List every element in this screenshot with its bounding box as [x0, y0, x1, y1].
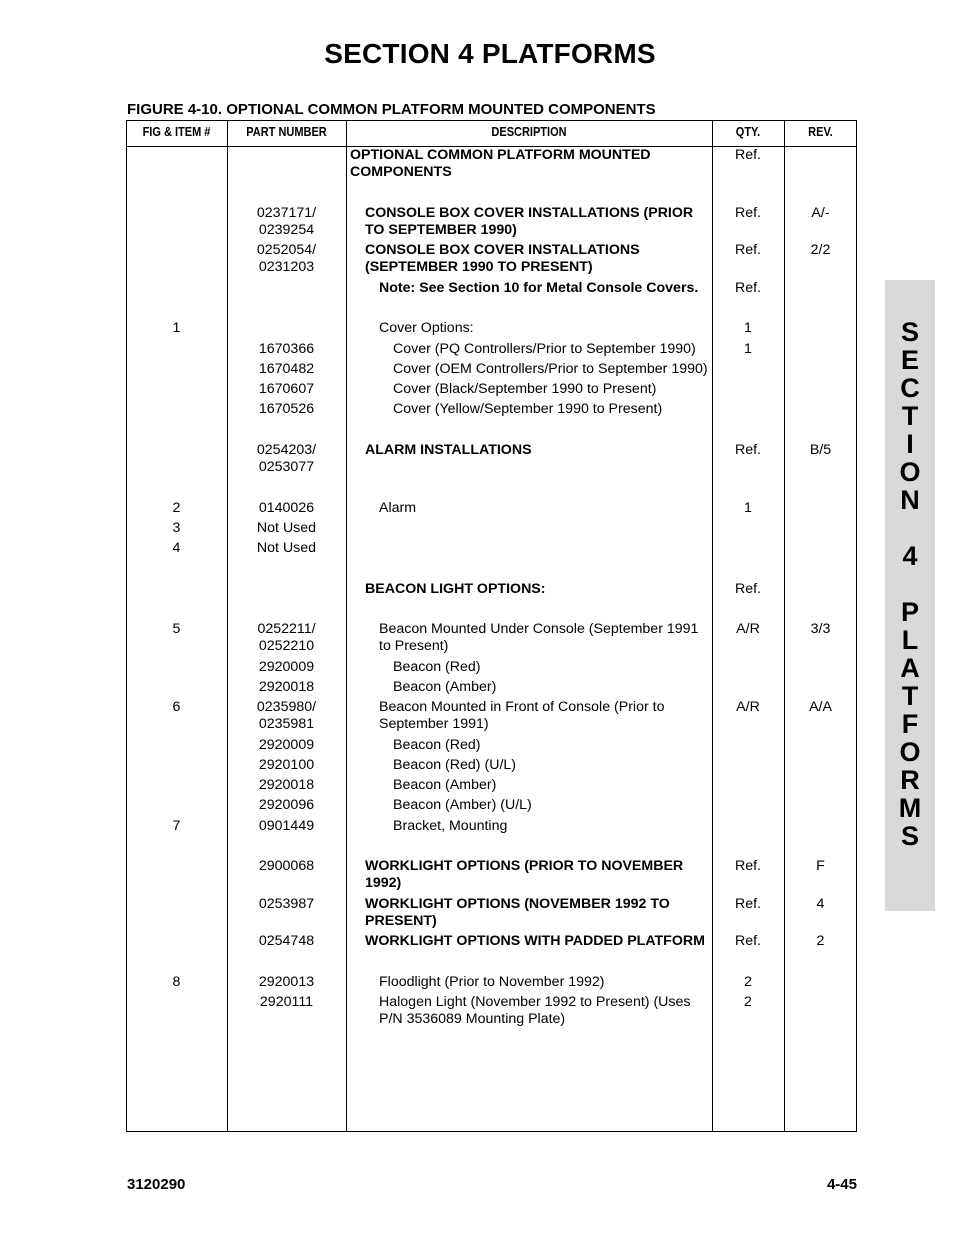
document-number: 3120290 — [127, 1176, 186, 1193]
header-fig-item: FIG & ITEM # — [142, 125, 211, 139]
header-qty: QTY. — [735, 125, 761, 139]
row-description: Cover (OEM Controllers/Prior to September 1990) — [393, 361, 708, 377]
row-part-number: 2920018 — [258, 679, 315, 695]
row-qty: Ref. — [734, 147, 762, 163]
row-description: Cover (Black/September 1990 to Present) — [393, 381, 657, 397]
row-qty: Ref. — [734, 896, 762, 912]
row-part-number: 0254203/ 0253077 — [256, 442, 317, 475]
row-description: CONSOLE BOX COVER INSTALLATIONS (PRIOR TO SEPTEMBER 1990) — [365, 205, 694, 238]
row-part-number: 0253987 — [258, 896, 315, 912]
side-tab-letter: P — [900, 597, 919, 627]
row-description: ALARM INSTALLATIONS — [365, 442, 532, 458]
row-part-number: 0235980/ 0235981 — [256, 699, 317, 732]
side-tab-letter: C — [900, 373, 920, 403]
row-description: Beacon Mounted in Front of Console (Prior to September 1991) — [379, 699, 665, 732]
row-part-number: 0252054/ 0231203 — [256, 242, 317, 275]
side-tab-letter: M — [898, 793, 922, 823]
row-rev: 2 — [816, 933, 825, 949]
row-qty: A/R — [736, 621, 760, 637]
row-description: OPTIONAL COMMON PLATFORM MOUNTED COMPONENTS — [350, 147, 651, 180]
side-tab-letter: 4 — [902, 541, 918, 571]
row-qty: 2 — [744, 994, 752, 1010]
side-tab-letter: O — [899, 737, 921, 767]
row-qty: 1 — [744, 500, 752, 516]
row-part-number: 2920009 — [258, 737, 315, 753]
row-fig-item: 5 — [172, 621, 181, 637]
row-part-number: 1670482 — [258, 361, 315, 377]
side-tab-letter: N — [900, 485, 920, 515]
row-rev: A/A — [809, 699, 832, 715]
row-description: Bracket, Mounting — [393, 818, 508, 834]
row-description: Alarm — [379, 500, 417, 516]
row-description: Floodlight (Prior to November 1992) — [379, 974, 605, 990]
row-description: Cover (Yellow/September 1990 to Present) — [393, 401, 663, 417]
row-description: CONSOLE BOX COVER INSTALLATIONS (SEPTEMBER 1990 TO PRESENT) — [365, 242, 640, 275]
row-description: Beacon (Amber) — [393, 679, 497, 695]
row-rev: A/- — [811, 205, 830, 221]
row-qty: A/R — [736, 699, 760, 715]
side-tab-letter: T — [901, 401, 919, 431]
row-rev: F — [816, 858, 825, 874]
side-tab-letter: S — [900, 821, 919, 851]
row-rev: 2/2 — [810, 242, 831, 258]
row-part-number: 1670526 — [258, 401, 315, 417]
side-tab-letter: I — [906, 429, 914, 459]
row-fig-item: 6 — [172, 699, 181, 715]
row-description: Halogen Light (November 1992 to Present) (Uses P/N 3536089 Mounting Plate) — [379, 994, 691, 1027]
header-rev: REV. — [808, 125, 833, 139]
row-description: Beacon (Amber) — [393, 777, 497, 793]
row-description: BEACON LIGHT OPTIONS: — [365, 581, 546, 597]
row-part-number: 2920111 — [259, 994, 314, 1010]
row-part-number: 0901449 — [258, 818, 315, 834]
row-part-number: 1670366 — [258, 341, 315, 357]
row-part-number: 0252211/ 0252210 — [257, 621, 316, 654]
header-description: DESCRIPTION — [491, 125, 567, 139]
row-part-number: 2920009 — [258, 659, 315, 675]
row-part-number: 2920100 — [258, 757, 315, 773]
row-qty: Ref. — [734, 242, 762, 258]
row-part-number: 0140026 — [258, 500, 315, 516]
page-number: 4-45 — [826, 1176, 857, 1193]
row-qty: 1 — [744, 341, 752, 357]
row-qty: Ref. — [734, 280, 762, 296]
row-part-number: 2900068 — [258, 858, 315, 874]
row-description: Beacon (Red) — [393, 659, 481, 675]
side-tab-letter: T — [901, 681, 919, 711]
row-description: Beacon (Red) (U/L) — [393, 757, 517, 773]
row-part-number: Not Used — [256, 520, 317, 536]
figure-title: FIGURE 4-10. OPTIONAL COMMON PLATFORM MOUNTED COMPONENTS — [127, 101, 656, 118]
row-description: Cover Options: — [379, 320, 474, 336]
row-fig-item: 2 — [172, 500, 181, 516]
row-qty: Ref. — [734, 933, 762, 949]
row-fig-item: 4 — [172, 540, 181, 556]
row-part-number: 1670607 — [258, 381, 315, 397]
row-qty: 1 — [744, 320, 752, 336]
column-divider — [346, 120, 347, 1132]
row-part-number: 2920096 — [258, 797, 315, 813]
row-qty: Ref. — [734, 442, 762, 458]
side-tab-letter: F — [901, 709, 919, 739]
side-tab-letter: S — [900, 317, 919, 347]
section-side-tab — [885, 280, 935, 911]
row-description: Cover (PQ Controllers/Prior to September 1990) — [393, 341, 696, 357]
side-tab-letter: O — [899, 457, 921, 487]
row-fig-item: 3 — [172, 520, 181, 536]
side-tab-letter: A — [900, 653, 920, 683]
row-fig-item: 7 — [172, 818, 181, 834]
row-part-number: Not Used — [256, 540, 317, 556]
side-tab-letter: L — [901, 625, 919, 655]
row-description: Beacon Mounted Under Console (September 1991 to Present) — [379, 621, 699, 654]
row-part-number: 2920018 — [258, 777, 315, 793]
row-part-number: 2920013 — [258, 974, 315, 990]
row-qty: 2 — [744, 974, 752, 990]
row-description: WORKLIGHT OPTIONS WITH PADDED PLATFORM — [365, 933, 705, 949]
row-rev: 4 — [816, 896, 825, 912]
row-description: Beacon (Amber) (U/L) — [393, 797, 532, 813]
header-part-number: PART NUMBER — [246, 125, 327, 139]
row-description: Beacon (Red) — [393, 737, 481, 753]
row-part-number: 0254748 — [258, 933, 315, 949]
row-description: Note: See Section 10 for Metal Console Covers. — [379, 280, 699, 296]
row-fig-item: 8 — [172, 974, 181, 990]
row-part-number: 0237171/ 0239254 — [256, 205, 317, 238]
section-title: SECTION 4 PLATFORMS — [324, 38, 656, 69]
row-description: WORKLIGHT OPTIONS (PRIOR TO NOVEMBER 1992) — [365, 858, 684, 891]
row-qty: Ref. — [734, 581, 762, 597]
row-qty: Ref. — [734, 205, 762, 221]
side-tab-letter: E — [900, 345, 919, 375]
row-description: WORKLIGHT OPTIONS (NOVEMBER 1992 TO PRESENT) — [365, 896, 670, 929]
row-rev: B/5 — [809, 442, 832, 458]
row-qty: Ref. — [734, 858, 762, 874]
side-tab-letter: R — [900, 765, 920, 795]
row-rev: 3/3 — [810, 621, 831, 637]
row-fig-item: 1 — [172, 320, 181, 336]
